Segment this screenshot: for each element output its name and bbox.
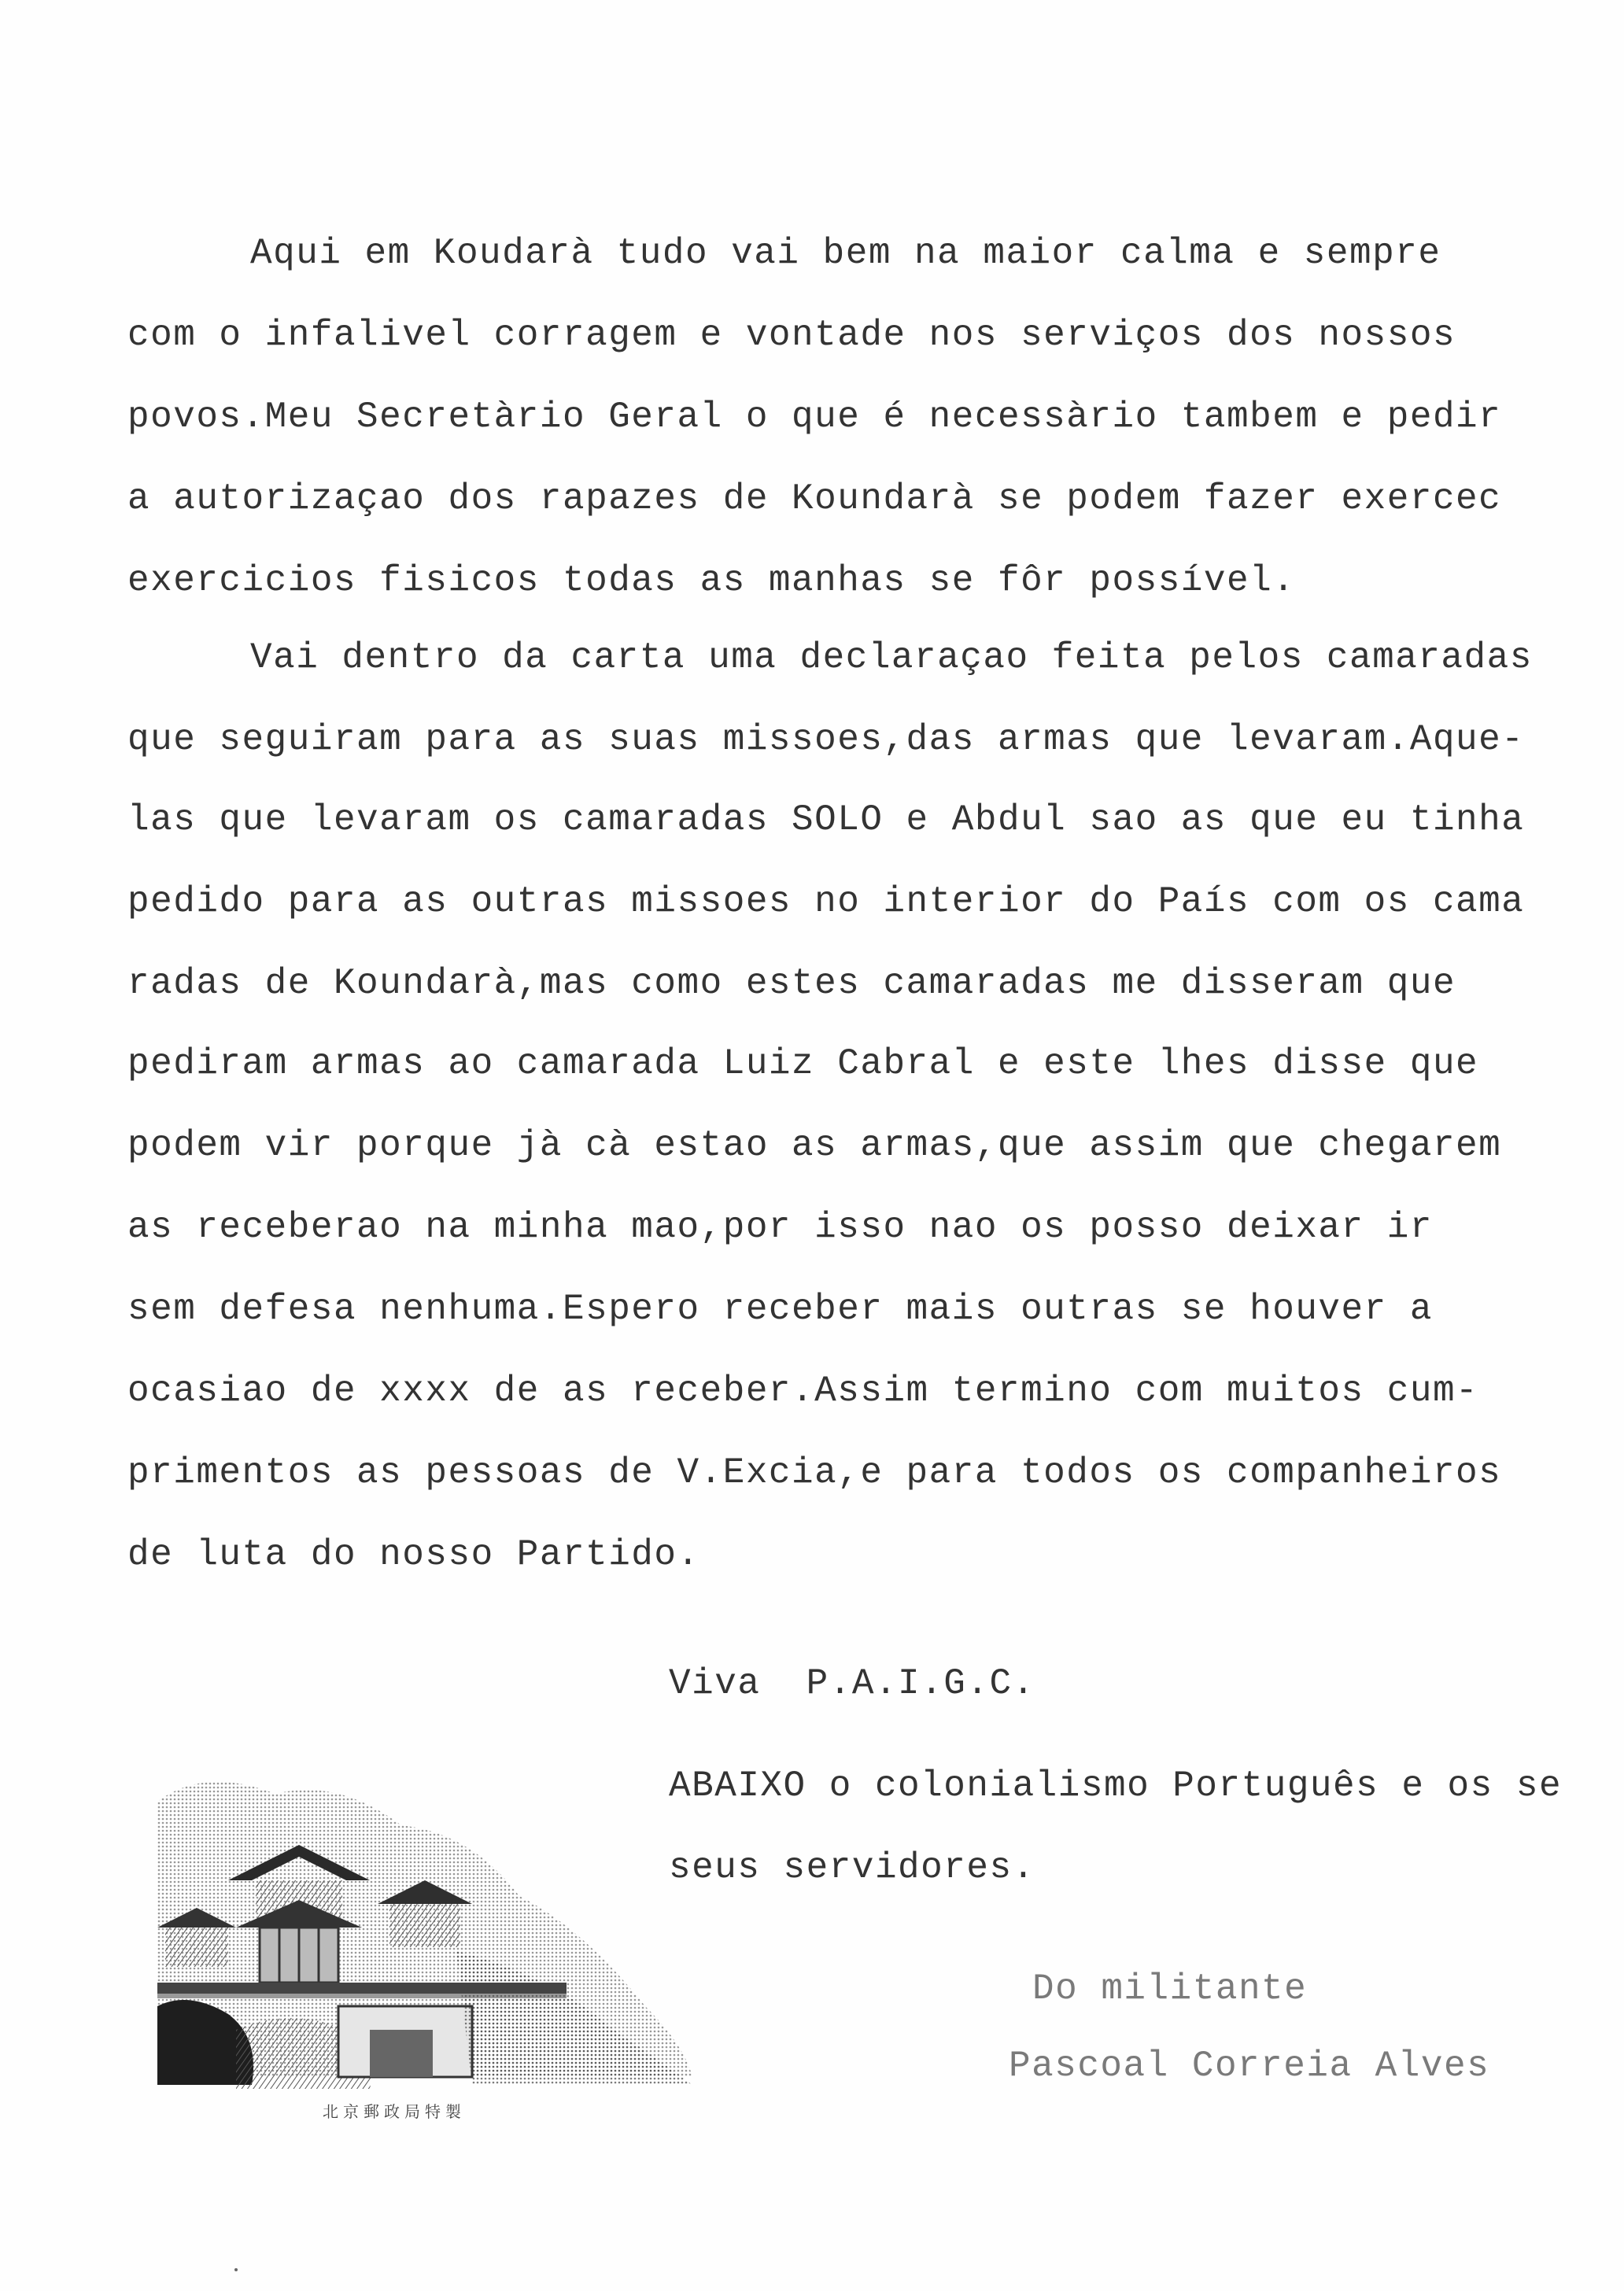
paragraph1-line2: com o infalivel corragem e vontade nos serviços dos nossos [127, 315, 1456, 356]
paragraph2-line9: sem defesa nenhuma.Espero receber mais outras se houver a [127, 1289, 1433, 1330]
paragraph2-line8: as receberao na minha mao,por isso nao os posso deixar ir [127, 1207, 1433, 1248]
paragraph2-line5: radas de Koundarà,mas como estes camaradas me disseram que [127, 963, 1456, 1004]
paragraph2-line12: de luta do nosso Partido. [127, 1534, 700, 1575]
closing-viva: Viva P.A.I.G.C. [669, 1663, 1035, 1704]
signature: Pascoal Correia Alves [1009, 2046, 1490, 2086]
paragraph1-line4: a autorizaçao dos rapazes de Koundarà se podem fazer exercec [127, 478, 1502, 519]
paragraph2-line10: ocasiao de xxxx de as receber.Assim termino com muitos cum- [127, 1371, 1479, 1411]
paragraph2-line7: podem vir porque jà cà estao as armas,que assim que chegarem [127, 1125, 1502, 1166]
closing-servidores: seus servidores. [669, 1847, 1035, 1888]
engraving-caption: 北京郵政局特製 [323, 2102, 466, 2121]
closing-abaixo: ABAIXO o colonialismo Português e os se [669, 1765, 1563, 1806]
paragraph1-line1: Aqui em Koudarà tudo vai bem na maior calma e sempre [250, 233, 1441, 274]
paragraph2-line1: Vai dentro da carta uma declaraçao feita pelos camaradas [250, 637, 1533, 678]
paragraph2-line3: las que levaram os camaradas SOLO e Abdul sao as que eu tinha [127, 799, 1525, 840]
paragraph1-line3: povos.Meu Secretàrio Geral o que é necessàrio tambem e pedir [127, 397, 1502, 437]
from-label: Do militante [1032, 1968, 1308, 2009]
paragraph1-line5: exercicios fisicos todas as manhas se fôr possível. [127, 560, 1296, 601]
paragraph2-line2: que seguiram para as suas missoes,das armas que levaram.Aque- [127, 719, 1525, 760]
paragraph2-line6: pediram armas ao camarada Luiz Cabral e este lhes disse que [127, 1043, 1479, 1084]
paragraph2-line11: primentos as pessoas de V.Excia,e para todos os companheiros [127, 1452, 1502, 1493]
paragraph2-line4: pedido para as outras missoes no interior do País com os cama [127, 881, 1525, 922]
pavilion-engraving [142, 1770, 708, 2093]
paper-speck [234, 2268, 238, 2271]
